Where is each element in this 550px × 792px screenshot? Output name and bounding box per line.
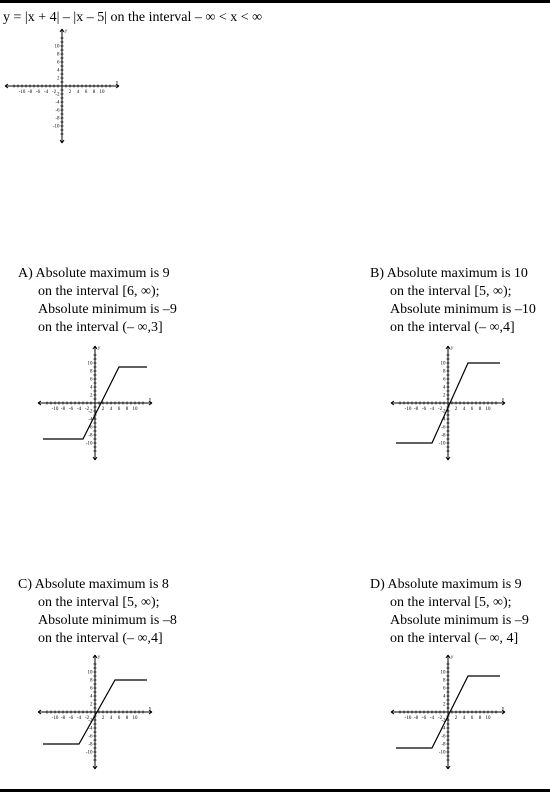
x-tick-label: 2 <box>101 407 105 412</box>
x-tick-label: -2 <box>51 90 57 95</box>
choice-c-max: Absolute maximum is 8 <box>34 577 169 592</box>
x-tick-label: -4 <box>429 407 435 412</box>
x-tick-label: -4 <box>76 407 82 412</box>
choice-a-graph <box>35 343 155 463</box>
choice-b-min: Absolute minimum is –10 <box>390 302 536 317</box>
x-tick-label: -8 <box>60 716 66 721</box>
x-tick-label: -8 <box>413 716 419 721</box>
x-tick-label: 8 <box>92 90 96 95</box>
question-graph <box>2 26 122 146</box>
x-tick-label: 8 <box>125 407 129 412</box>
choice-a-max-interval: on the interval [6, ∞); <box>38 284 160 299</box>
choice-d-line1 <box>370 576 529 594</box>
choice-a-min: Absolute minimum is –9 <box>38 302 177 317</box>
y-tick-label: -8 <box>88 433 93 439</box>
choice-a-max: Absolute maximum is 9 <box>35 266 170 281</box>
x-tick-label: -6 <box>421 407 427 412</box>
choice-d-letter: D) <box>370 577 385 592</box>
x-tick-label: 2 <box>454 407 458 412</box>
choice-c-min: Absolute minimum is –8 <box>38 613 177 628</box>
y-tick-label: 8 <box>443 369 446 375</box>
x-tick-label: -8 <box>60 407 66 412</box>
x-tick-label: -4 <box>76 716 82 721</box>
y-tick-label: -6 <box>88 425 93 431</box>
y-tick-label: -10 <box>438 441 446 447</box>
y-tick-label: -2 <box>55 92 60 98</box>
y-tick-label: -4 <box>88 417 93 423</box>
y-tick-label: -6 <box>441 425 446 431</box>
choice-b-letter: B) <box>370 266 384 281</box>
choice-d-min: Absolute minimum is –9 <box>390 613 529 628</box>
x-tick-label: -8 <box>27 90 33 95</box>
y-tick-label: -2 <box>441 718 446 724</box>
y-tick-label: -10 <box>438 750 446 756</box>
y-tick-label: 8 <box>90 678 93 684</box>
y-tick-label: 8 <box>90 369 93 375</box>
x-tick-label: 10 <box>132 716 138 721</box>
y-tick-label: -6 <box>88 734 93 740</box>
choice-a-letter: A) <box>18 266 33 281</box>
choice-b-min-interval: on the interval (– ∞,4] <box>390 320 515 335</box>
y-tick-label: 2 <box>443 393 446 399</box>
choice-c-min-interval: on the interval (– ∞,4] <box>38 631 163 646</box>
y-tick-label: 4 <box>443 385 446 391</box>
x-tick-label: -2 <box>437 716 443 721</box>
x-axis-label: x <box>501 706 505 712</box>
x-tick-label: -6 <box>68 716 74 721</box>
y-axis-label: y <box>451 346 454 351</box>
y-tick-label: 10 <box>87 670 93 676</box>
x-tick-label: -4 <box>43 90 49 95</box>
x-tick-label: 4 <box>462 716 466 721</box>
y-tick-label: 10 <box>440 670 446 676</box>
x-tick-label: 2 <box>101 716 105 721</box>
x-tick-label: 8 <box>478 716 482 721</box>
y-tick-label: 6 <box>90 377 93 383</box>
y-tick-label: -8 <box>55 116 60 122</box>
x-tick-label: 6 <box>470 716 474 721</box>
y-tick-label: -6 <box>55 108 60 114</box>
choice-b-graph <box>388 343 508 463</box>
y-tick-label: 6 <box>443 377 446 383</box>
choice-c-line1 <box>18 576 177 594</box>
y-tick-label: 2 <box>90 702 93 708</box>
y-tick-label: -8 <box>441 433 446 439</box>
choice-a-min-interval: on the interval (– ∞,3] <box>38 320 163 335</box>
choice-d-min-interval: on the interval (– ∞, 4] <box>390 631 519 646</box>
x-tick-label: 6 <box>470 407 474 412</box>
y-tick-label: -10 <box>85 750 93 756</box>
x-tick-label: -8 <box>413 407 419 412</box>
x-tick-label: -2 <box>84 407 90 412</box>
x-tick-label: -10 <box>18 90 26 95</box>
x-tick-label: -6 <box>35 90 41 95</box>
choice-b-max: Absolute maximum is 10 <box>386 266 528 281</box>
x-tick-label: 10 <box>485 407 491 412</box>
x-tick-label: -2 <box>437 407 443 412</box>
y-tick-label: -2 <box>88 409 93 415</box>
x-tick-label: 4 <box>462 407 466 412</box>
y-axis-label: y <box>65 29 68 34</box>
x-tick-label: 6 <box>117 407 121 412</box>
y-tick-label: 8 <box>443 678 446 684</box>
x-tick-label: 10 <box>485 716 491 721</box>
y-tick-label: 10 <box>54 44 60 50</box>
x-axis-label: x <box>148 706 152 712</box>
choice-d[interactable] <box>370 576 529 648</box>
x-tick-label: -10 <box>51 716 59 721</box>
y-axis-label: y <box>98 346 101 351</box>
x-tick-label: 4 <box>109 716 113 721</box>
x-tick-label: 8 <box>125 716 129 721</box>
x-tick-label: 8 <box>478 407 482 412</box>
y-tick-label: 2 <box>57 76 60 82</box>
choice-b-max-interval: on the interval [5, ∞); <box>390 284 512 299</box>
x-tick-label: 6 <box>84 90 88 95</box>
y-tick-label: -4 <box>441 726 446 732</box>
question-text: y = |x + 4| – |x – 5| on the interval – ∞ < x < ∞ <box>3 10 263 25</box>
y-axis-label: y <box>451 655 454 660</box>
x-axis-label: x <box>501 397 505 403</box>
x-tick-label: -10 <box>51 407 59 412</box>
choice-b-plot <box>388 343 508 463</box>
y-tick-label: 10 <box>87 361 93 367</box>
y-tick-label: 4 <box>90 694 93 700</box>
x-axis-label: x <box>115 80 119 86</box>
x-tick-label: -10 <box>404 407 412 412</box>
x-tick-label: 2 <box>68 90 72 95</box>
x-tick-label: 10 <box>132 407 138 412</box>
x-tick-label: -6 <box>68 407 74 412</box>
y-tick-label: 6 <box>57 60 60 66</box>
y-tick-label: 2 <box>90 393 93 399</box>
y-tick-label: 2 <box>443 702 446 708</box>
y-tick-label: -4 <box>441 417 446 423</box>
x-tick-label: 10 <box>99 90 105 95</box>
choice-b[interactable] <box>370 265 536 337</box>
x-tick-label: 4 <box>109 407 113 412</box>
choice-c-max-interval: on the interval [5, ∞); <box>38 595 160 610</box>
y-tick-label: -8 <box>88 742 93 748</box>
question-axes <box>2 26 122 146</box>
y-tick-label: -2 <box>88 718 93 724</box>
x-tick-label: 4 <box>76 90 80 95</box>
x-tick-label: -6 <box>421 716 427 721</box>
y-tick-label: 4 <box>90 385 93 391</box>
choice-a-line1 <box>18 265 177 283</box>
choice-b-line1 <box>370 265 536 283</box>
y-tick-label: -10 <box>85 441 93 447</box>
y-tick-label: -2 <box>441 409 446 415</box>
x-tick-label: -2 <box>84 716 90 721</box>
x-tick-label: -4 <box>429 716 435 721</box>
y-tick-label: 6 <box>443 686 446 692</box>
y-tick-label: 4 <box>443 694 446 700</box>
choice-d-max-interval: on the interval [5, ∞); <box>390 595 512 610</box>
choice-d-graph <box>388 652 508 772</box>
y-tick-label: -6 <box>441 734 446 740</box>
y-tick-label: -4 <box>88 726 93 732</box>
choice-c-plot <box>35 652 155 772</box>
choice-d-max: Absolute maximum is 9 <box>387 577 522 592</box>
y-tick-label: -8 <box>441 742 446 748</box>
choice-c-graph <box>35 652 155 772</box>
top-border <box>0 0 550 3</box>
choice-c[interactable] <box>18 576 177 648</box>
y-tick-label: 10 <box>440 361 446 367</box>
x-tick-label: 6 <box>117 716 121 721</box>
x-tick-label: -10 <box>404 716 412 721</box>
y-axis-label: y <box>98 655 101 660</box>
choice-d-plot <box>388 652 508 772</box>
x-axis-label: x <box>148 397 152 403</box>
y-tick-label: 4 <box>57 68 60 74</box>
choice-a[interactable] <box>18 265 177 337</box>
x-tick-label: 2 <box>454 716 458 721</box>
choice-c-letter: C) <box>18 577 32 592</box>
y-tick-label: -10 <box>52 124 60 130</box>
y-tick-label: 6 <box>90 686 93 692</box>
choice-a-plot <box>35 343 155 463</box>
y-tick-label: 8 <box>57 52 60 58</box>
y-tick-label: -4 <box>55 100 60 106</box>
